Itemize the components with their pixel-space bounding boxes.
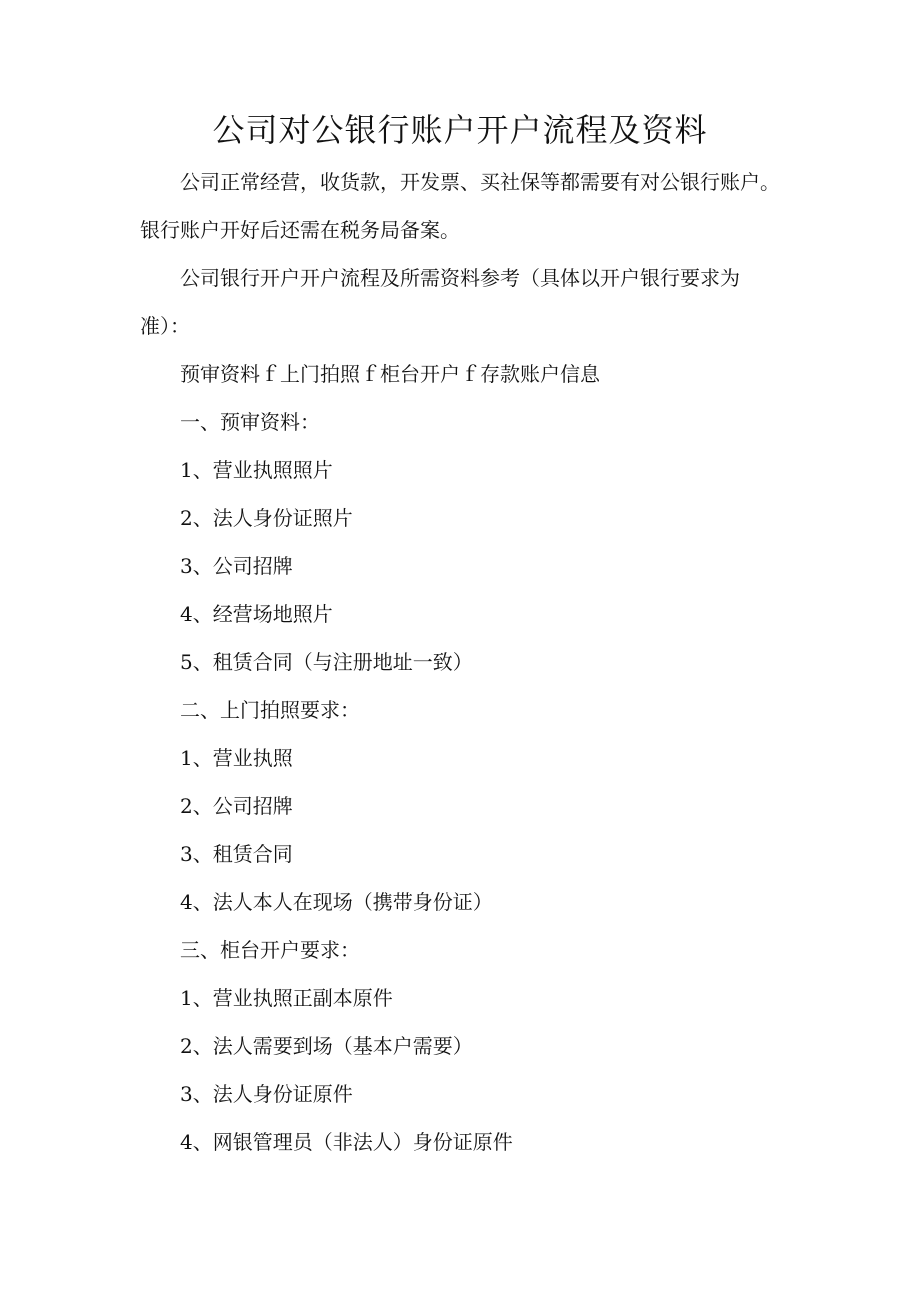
intro-line-2: 银行账户开好后还需在税务局备案。 (140, 218, 460, 242)
list-item: 1、营业执照正副本原件 (180, 986, 393, 1010)
process-flow: 预审资料ｆ上门拍照ｆ柜台开户ｆ存款账户信息 (180, 362, 600, 386)
list-item: 4、经营场地照片 (180, 602, 333, 626)
list-item: 1、营业执照照片 (180, 458, 333, 482)
list-item: 4、网银管理员（非法人）身份证原件 (180, 1130, 513, 1154)
reference-line-2: 准）： (140, 314, 190, 338)
section-heading-counter-opening: 三、柜台开户要求： (180, 938, 360, 962)
intro-line-1: 公司正常经营，收货款，开发票、买社保等都需要有对公银行账户。 (180, 170, 780, 194)
document-title: 公司对公银行账户开户流程及资料 (212, 111, 708, 149)
list-item: 3、法人身份证原件 (180, 1082, 353, 1106)
list-item: 3、公司招牌 (180, 554, 293, 578)
list-item: 2、法人需要到场（基本户需要） (180, 1034, 473, 1058)
list-item: 1、营业执照 (180, 746, 293, 770)
list-item: 2、法人身份证照片 (180, 506, 353, 530)
list-item: 5、租赁合同（与注册地址一致） (180, 650, 473, 674)
list-item: 3、租赁合同 (180, 842, 293, 866)
section-heading-photo-visit: 二、上门拍照要求： (180, 698, 360, 722)
list-item: 4、法人本人在现场（携带身份证） (180, 890, 493, 914)
reference-line-1: 公司银行开户开户流程及所需资料参考（具体以开户银行要求为 (180, 266, 740, 290)
section-heading-pre-review: 一、预审资料： (180, 410, 320, 434)
list-item: 2、公司招牌 (180, 794, 293, 818)
